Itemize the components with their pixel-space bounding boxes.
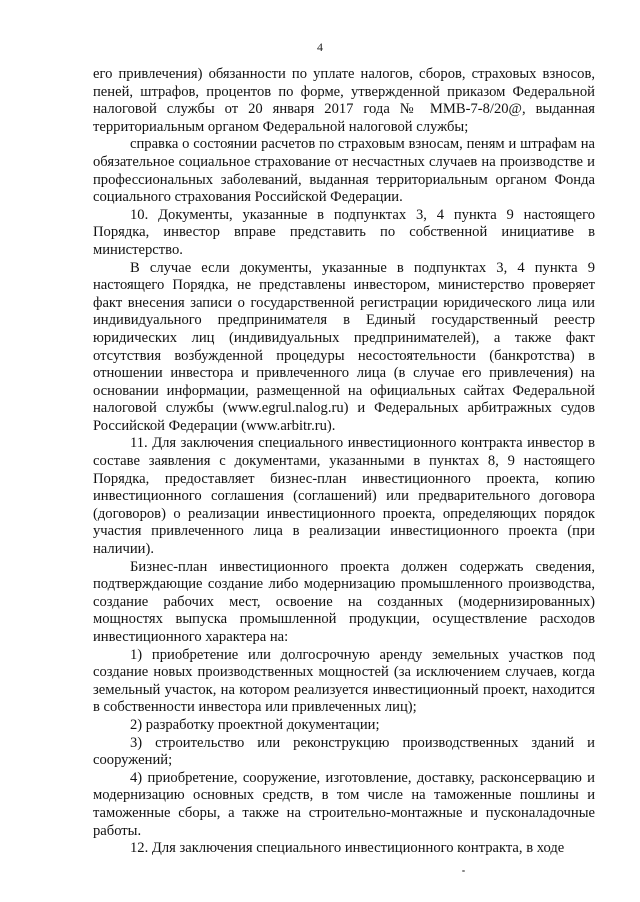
paragraph-verification: В случае если документы, указанные в подпунктах 3, 4 пункта 9 настоящего Порядка, не представлены инвестором, министерство проверяет факт внесения записи о государственной регистрации юридического лица или индивидуального предпринимателя в Единый государственный реестр юридических лиц (индивидуальных предпринимателей), а также факт отсутствия возбужденной процедуры несостоятельности (банкротства) в отношении инвестора и привлеченного лица (в случае его привлечения) на основании информации, размещенной на официальных сайтах Федеральной налоговой службы (www.egrul.nalog.ru) и Федеральных арбитражных судов Российской Федерации (www.arbitr.ru). xyxy=(93,259,595,434)
list-item-4: 4) приобретение, сооружение, изготовление, доставку, расконсервацию и модернизацию основных средств, в том числе на таможенные пошлины и таможенные сборы, а также на строительно-монтажные и пусконаладочные работы. xyxy=(93,769,595,839)
paragraph-item-12: 12. Для заключения специального инвестиционного контракта, в ходе xyxy=(130,840,565,857)
paragraph-item-10: 10. Документы, указанные в подпунктах 3, 4 пункта 9 настоящего Порядка, инвестор вправе представить по собственной инициативе в министерство. xyxy=(93,206,595,258)
list-item-2: 2) разработку проектной документации; xyxy=(130,716,380,733)
scan-speck xyxy=(462,870,465,872)
list-item-1: 1) приобретение или долгосрочную аренду земельных участков под создание новых производственных мощностей (за исключением случаев, когда земельный участок, на котором реализуется инвестиционный проект, находится в собственности инвестора или привлеченных лиц); xyxy=(93,646,595,716)
page-number: 4 xyxy=(317,40,323,54)
paragraph-insurance-certificate: справка о состоянии расчетов по страховым взносам, пеням и штрафам на обязательное социальное страхование от несчастных случаев на производстве и профессиональных заболеваний, выданная территориальным органом Фонда социального страхования Российской Федерации. xyxy=(93,136,595,206)
document-body xyxy=(93,66,595,858)
paragraph-tax-certificate-continued: его привлечения) обязанности по уплате налогов, сборов, страховых взносов, пеней, штрафов, процентов по форме, утвержденной приказом Федеральной налоговой службы от 20 января 2017 года № ММВ-7-8/20@, выданная территориальным органом Федеральной налоговой службы; xyxy=(93,66,595,135)
paragraph-business-plan: Бизнес-план инвестиционного проекта должен содержать сведения, подтверждающие создание либо модернизацию промышленного производства, создание рабочих мест, освоение на созданных (модернизированных) мощностях выпуска промышленной продукции, осуществление расходов инвестиционного характера на: xyxy=(93,558,595,645)
paragraph-item-11: 11. Для заключения специального инвестиционного контракта инвестор в составе заявления с документами, указанными в пунктах 8, 9 настоящего Порядка, предоставляет бизнес-план инвестиционного проекта, копию инвестиционного соглашения (соглашений) или предварительного договора (договоров) о реализации инвестиционного проекта, определяющих порядок участия привлеченного лица в реализации инвестиционного проекта (при наличии). xyxy=(93,435,595,558)
list-item-3: 3) строительство или реконструкцию производственных зданий и сооружений; xyxy=(93,734,595,769)
